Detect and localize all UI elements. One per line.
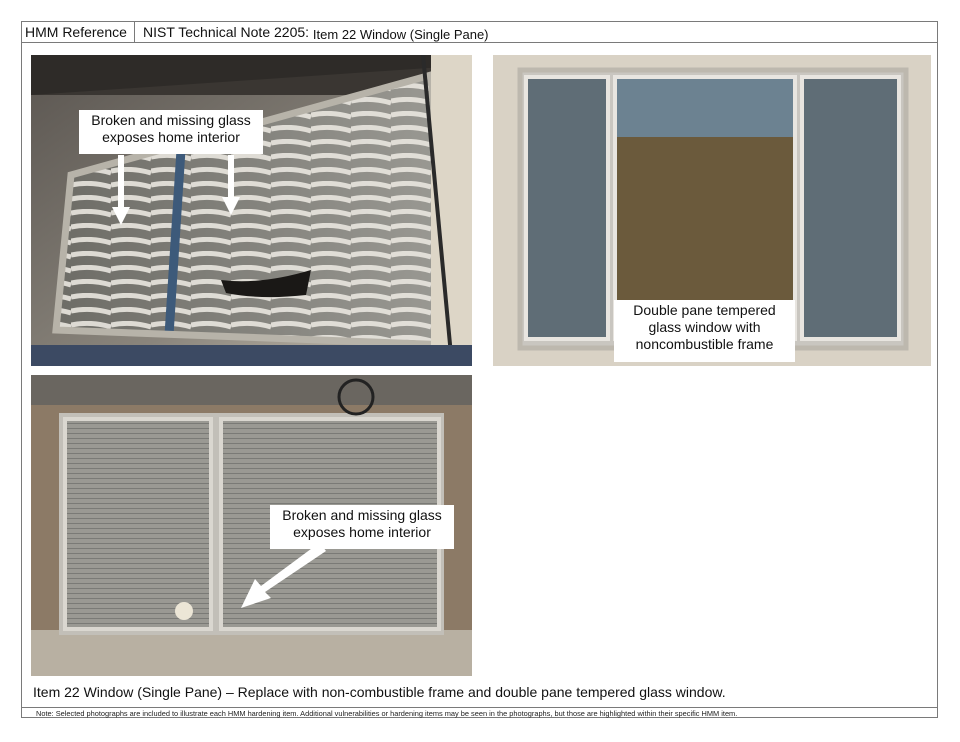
arrow-down-icon [111, 155, 131, 225]
page-title [135, 21, 938, 43]
callout-double-pane: Double pane tempered glass window with noncombustible frame [614, 300, 795, 362]
arrow-down-icon [221, 155, 241, 215]
footnote: Note: Selected photographs are included to illustrate each HMM hardening item. Additional vulnerabilities or hardening items may be seen in the photographs, but those are highlighted within their specific HMM item. [36, 709, 738, 718]
item-title: Item 22 Window (Single Pane) [312, 27, 489, 42]
photo-broken-window-top [31, 55, 472, 366]
arrow-diagonal-icon [241, 543, 326, 608]
hmm-reference-label: HMM Reference [21, 21, 135, 43]
callout-broken-glass: Broken and missing glass exposes home interior [79, 110, 263, 154]
photo-broken-window-bottom [31, 375, 472, 676]
document-reference: NIST Technical Note 2205: [143, 24, 310, 40]
photo-replacement-window [493, 55, 931, 366]
callout-broken-glass-bottom: Broken and missing glass exposes home interior [270, 505, 454, 549]
item-caption: Item 22 Window (Single Pane) – Replace with non-combustible frame and double pane tempered glass window. [33, 684, 726, 700]
